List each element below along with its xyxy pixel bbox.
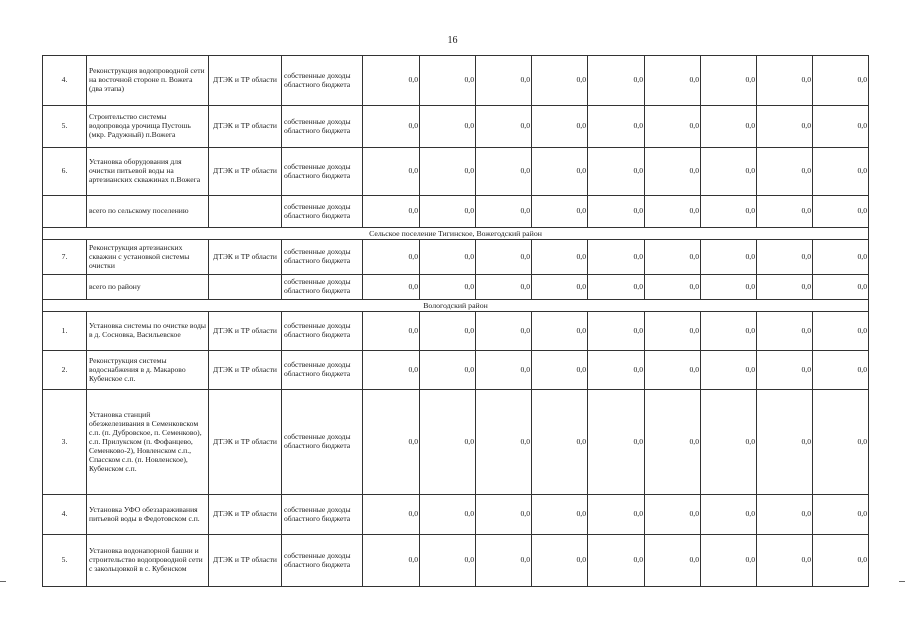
activity-name: Реконструкция системы водоснабжения в д. Макарово Кубенское с.п.	[87, 351, 209, 390]
funding-value-cell: 0,0	[645, 106, 701, 148]
responsible-executor: ДТЭК и ТР области	[209, 390, 282, 495]
funding-source: собственные доходы областного бюджета	[282, 196, 363, 228]
funding-value-cell: 0,0	[757, 351, 813, 390]
funding-source: собственные доходы областного бюджета	[282, 495, 363, 535]
table-row	[43, 535, 869, 587]
funding-value-cell: 0,0	[532, 106, 588, 148]
total-row	[43, 196, 869, 228]
funding-value-cell: 0,0	[420, 56, 476, 106]
funding-source: собственные доходы областного бюджета	[282, 535, 363, 587]
funding-value-cell: 0,0	[645, 148, 701, 196]
funding-value-cell: 0,0	[588, 535, 645, 587]
program-table	[42, 55, 869, 587]
row-number	[43, 196, 87, 228]
funding-value-cell: 0,0	[813, 148, 869, 196]
funding-value-cell: 0,0	[701, 495, 757, 535]
margin-mark-right	[899, 581, 905, 582]
funding-value-cell: 0,0	[757, 148, 813, 196]
funding-value-cell: 0,0	[701, 148, 757, 196]
funding-value-cell: 0,0	[701, 196, 757, 228]
funding-value-cell: 0,0	[532, 240, 588, 275]
funding-source: собственные доходы областного бюджета	[282, 275, 363, 300]
table-body	[43, 56, 869, 587]
funding-value-cell: 0,0	[645, 351, 701, 390]
funding-value-cell: 0,0	[588, 351, 645, 390]
funding-value-cell: 0,0	[420, 196, 476, 228]
row-number	[43, 275, 87, 300]
row-number: 6.	[43, 148, 87, 196]
funding-source: собственные доходы областного бюджета	[282, 148, 363, 196]
funding-value-cell: 0,0	[701, 275, 757, 300]
responsible-executor: ДТЭК и ТР области	[209, 106, 282, 148]
funding-value-cell: 0,0	[813, 240, 869, 275]
section-header-row	[43, 228, 869, 240]
row-number: 1.	[43, 312, 87, 351]
funding-value-cell: 0,0	[420, 351, 476, 390]
activity-name: Установка оборудования для очистки питьевой воды на артезианских скважинах п.Вожега	[87, 148, 209, 196]
funding-value-cell: 0,0	[701, 106, 757, 148]
funding-value-cell: 0,0	[476, 56, 532, 106]
funding-value-cell: 0,0	[701, 240, 757, 275]
funding-value-cell: 0,0	[363, 196, 420, 228]
funding-value-cell: 0,0	[588, 106, 645, 148]
funding-value-cell: 0,0	[813, 312, 869, 351]
row-number: 2.	[43, 351, 87, 390]
funding-value-cell: 0,0	[588, 495, 645, 535]
responsible-executor: ДТЭК и ТР области	[209, 495, 282, 535]
activity-name: всего по району	[87, 275, 209, 300]
responsible-executor	[209, 275, 282, 300]
funding-value-cell: 0,0	[420, 535, 476, 587]
responsible-executor: ДТЭК и ТР области	[209, 240, 282, 275]
funding-value-cell: 0,0	[588, 312, 645, 351]
funding-value-cell: 0,0	[476, 275, 532, 300]
funding-source: собственные доходы областного бюджета	[282, 390, 363, 495]
table-row	[43, 56, 869, 106]
funding-value-cell: 0,0	[476, 495, 532, 535]
funding-value-cell: 0,0	[813, 390, 869, 495]
funding-value-cell: 0,0	[588, 56, 645, 106]
funding-value-cell: 0,0	[645, 390, 701, 495]
funding-value-cell: 0,0	[645, 495, 701, 535]
funding-value-cell: 0,0	[813, 106, 869, 148]
row-number: 7.	[43, 240, 87, 275]
funding-value-cell: 0,0	[588, 390, 645, 495]
funding-value-cell: 0,0	[645, 240, 701, 275]
funding-value-cell: 0,0	[813, 196, 869, 228]
funding-value-cell: 0,0	[645, 275, 701, 300]
funding-value-cell: 0,0	[420, 275, 476, 300]
funding-value-cell: 0,0	[363, 106, 420, 148]
funding-value-cell: 0,0	[645, 312, 701, 351]
responsible-executor: ДТЭК и ТР области	[209, 312, 282, 351]
responsible-executor: ДТЭК и ТР области	[209, 148, 282, 196]
funding-value-cell: 0,0	[363, 240, 420, 275]
funding-value-cell: 0,0	[532, 196, 588, 228]
funding-value-cell: 0,0	[813, 495, 869, 535]
funding-value-cell: 0,0	[813, 275, 869, 300]
funding-value-cell: 0,0	[645, 196, 701, 228]
funding-value-cell: 0,0	[420, 390, 476, 495]
total-row	[43, 275, 869, 300]
responsible-executor	[209, 196, 282, 228]
funding-value-cell: 0,0	[701, 390, 757, 495]
funding-value-cell: 0,0	[363, 390, 420, 495]
funding-value-cell: 0,0	[532, 390, 588, 495]
funding-value-cell: 0,0	[420, 495, 476, 535]
funding-source: собственные доходы областного бюджета	[282, 106, 363, 148]
funding-value-cell: 0,0	[813, 351, 869, 390]
table-row	[43, 148, 869, 196]
funding-value-cell: 0,0	[701, 312, 757, 351]
activity-name: Установка водонапорной башни и строительство водопроводной сети с закольцовкой в с. Кубенском	[87, 535, 209, 587]
funding-value-cell: 0,0	[363, 148, 420, 196]
row-number: 5.	[43, 106, 87, 148]
funding-value-cell: 0,0	[476, 148, 532, 196]
funding-value-cell: 0,0	[363, 495, 420, 535]
responsible-executor: ДТЭК и ТР области	[209, 535, 282, 587]
funding-value-cell: 0,0	[363, 56, 420, 106]
funding-value-cell: 0,0	[476, 535, 532, 587]
funding-value-cell: 0,0	[757, 495, 813, 535]
funding-value-cell: 0,0	[476, 106, 532, 148]
funding-value-cell: 0,0	[363, 275, 420, 300]
funding-value-cell: 0,0	[757, 390, 813, 495]
row-number: 3.	[43, 390, 87, 495]
funding-value-cell: 0,0	[588, 240, 645, 275]
activity-name: Установка УФО обеззараживания питьевой воды в Федотовском с.п.	[87, 495, 209, 535]
funding-value-cell: 0,0	[420, 312, 476, 351]
funding-source: собственные доходы областного бюджета	[282, 312, 363, 351]
funding-value-cell: 0,0	[813, 56, 869, 106]
row-number: 4.	[43, 495, 87, 535]
funding-value-cell: 0,0	[476, 351, 532, 390]
funding-value-cell: 0,0	[363, 535, 420, 587]
funding-value-cell: 0,0	[532, 56, 588, 106]
section-title: Вологодский район	[43, 300, 869, 312]
funding-value-cell: 0,0	[532, 351, 588, 390]
funding-value-cell: 0,0	[363, 312, 420, 351]
activity-name: Реконструкция артезианских скважин с установкой системы очистки	[87, 240, 209, 275]
funding-value-cell: 0,0	[757, 56, 813, 106]
activity-name: Реконструкция водопроводной сети на восточной стороне п. Вожега (два этапа)	[87, 56, 209, 106]
activity-name: Строительство системы водопровода урочища Пустошь (мкр. Радужный) п.Вожега	[87, 106, 209, 148]
funding-value-cell: 0,0	[532, 535, 588, 587]
funding-source: собственные доходы областного бюджета	[282, 351, 363, 390]
funding-value-cell: 0,0	[757, 196, 813, 228]
funding-value-cell: 0,0	[476, 390, 532, 495]
funding-value-cell: 0,0	[757, 240, 813, 275]
funding-source: собственные доходы областного бюджета	[282, 240, 363, 275]
funding-value-cell: 0,0	[645, 56, 701, 106]
funding-value-cell: 0,0	[532, 495, 588, 535]
funding-source: собственные доходы областного бюджета	[282, 56, 363, 106]
funding-value-cell: 0,0	[645, 535, 701, 587]
funding-value-cell: 0,0	[476, 312, 532, 351]
funding-value-cell: 0,0	[532, 148, 588, 196]
funding-value-cell: 0,0	[757, 312, 813, 351]
section-title: Сельское поселение Тигинское, Вожегодский район	[43, 228, 869, 240]
table-row	[43, 351, 869, 390]
funding-value-cell: 0,0	[588, 275, 645, 300]
activity-name: всего по сельскому поселению	[87, 196, 209, 228]
funding-value-cell: 0,0	[420, 106, 476, 148]
margin-mark-left	[0, 581, 6, 582]
funding-value-cell: 0,0	[476, 196, 532, 228]
table-row	[43, 312, 869, 351]
funding-value-cell: 0,0	[420, 148, 476, 196]
funding-value-cell: 0,0	[363, 351, 420, 390]
funding-value-cell: 0,0	[476, 240, 532, 275]
row-number: 4.	[43, 56, 87, 106]
section-header-row	[43, 300, 869, 312]
responsible-executor: ДТЭК и ТР области	[209, 56, 282, 106]
funding-value-cell: 0,0	[532, 275, 588, 300]
funding-value-cell: 0,0	[813, 535, 869, 587]
funding-value-cell: 0,0	[588, 148, 645, 196]
funding-value-cell: 0,0	[701, 351, 757, 390]
funding-value-cell: 0,0	[757, 275, 813, 300]
activity-name: Установка системы по очистке воды в д. Сосновка, Васильевское	[87, 312, 209, 351]
table-row	[43, 240, 869, 275]
activity-name: Установка станций обезжелезивания в Семенковском с.п. (п. Дубровское, п. Семенково), с.п. Прилукском (п. Фофанцево, Семенково-2), Новленском с.п., Спасском с.п. (п. Новленское), Кубенском с.п.	[87, 390, 209, 495]
program-table-wrapper	[42, 55, 868, 587]
table-row	[43, 390, 869, 495]
responsible-executor: ДТЭК и ТР области	[209, 351, 282, 390]
funding-value-cell: 0,0	[757, 106, 813, 148]
table-row	[43, 106, 869, 148]
funding-value-cell: 0,0	[757, 535, 813, 587]
funding-value-cell: 0,0	[532, 312, 588, 351]
funding-value-cell: 0,0	[701, 535, 757, 587]
funding-value-cell: 0,0	[588, 196, 645, 228]
funding-value-cell: 0,0	[701, 56, 757, 106]
page-number: 16	[447, 35, 458, 46]
funding-value-cell: 0,0	[420, 240, 476, 275]
row-number: 5.	[43, 535, 87, 587]
table-row	[43, 495, 869, 535]
